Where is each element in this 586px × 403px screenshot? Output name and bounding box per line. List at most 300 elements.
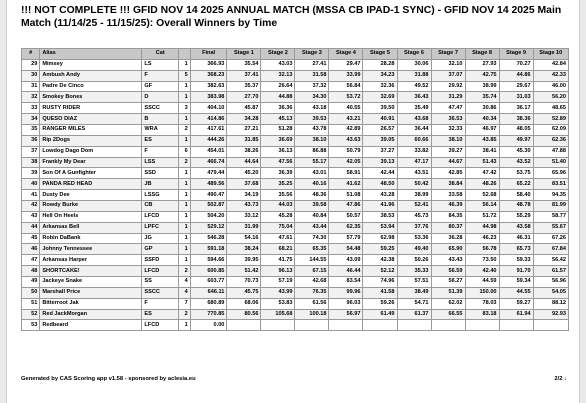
- table-cell: 29.47: [329, 59, 363, 70]
- table-cell: 36.17: [499, 103, 533, 114]
- table-cell: 51: [22, 298, 40, 309]
- table-cell: 48.78: [499, 201, 533, 212]
- table-cell: 36.69: [261, 135, 295, 146]
- table-cell: 2: [179, 266, 191, 277]
- table-cell: 58.77: [533, 211, 568, 222]
- table-cell: 61.49: [363, 309, 397, 320]
- table-cell: 42.68: [295, 277, 329, 288]
- column-header: [179, 49, 191, 60]
- table-cell: 56.20: [533, 92, 568, 103]
- table-cell: 59.27: [499, 298, 533, 309]
- table-cell: 62.36: [533, 135, 568, 146]
- table-cell: 57.79: [329, 233, 363, 244]
- table-cell: 43.99: [261, 287, 295, 298]
- table-cell: 43.78: [295, 125, 329, 136]
- table-cell: 490.47: [190, 190, 227, 201]
- report-page: [6, 0, 580, 403]
- table-cell: 466.74: [190, 157, 227, 168]
- table-cell: 770.85: [190, 309, 227, 320]
- table-cell: 39.95: [227, 255, 261, 266]
- table-cell: 29.92: [431, 81, 465, 92]
- table-cell: 45.13: [261, 114, 295, 125]
- table-cell: 56.14: [465, 201, 499, 212]
- table-cell: 73.50: [465, 255, 499, 266]
- table-cell: Bitterroot Jak: [40, 298, 142, 309]
- table-cell: 38.53: [363, 211, 397, 222]
- table-cell: 96.03: [329, 298, 363, 309]
- table-cell: 42.89: [329, 125, 363, 136]
- table-cell: 67.84: [533, 244, 568, 255]
- table-row: [22, 233, 569, 244]
- table-cell: 38.36: [499, 114, 533, 125]
- table-cell: 84.35: [431, 211, 465, 222]
- table-cell: 59.34: [499, 277, 533, 288]
- report-title: !!! NOT COMPLETE !!! GFID NOV 14 2025 ANNUAL MATCH (MSSA CB IPAD-1 SYNC) - GFID NOV 14 2025 Main Match (11/14/25 - 11/15/25): Overall Winners by Time: [21, 5, 562, 29]
- table-cell: 56.97: [329, 309, 363, 320]
- table-cell: 51.40: [533, 157, 568, 168]
- table-cell: 31.29: [431, 92, 465, 103]
- table-cell: 43.01: [295, 168, 329, 179]
- table-cell: 34.23: [363, 70, 397, 81]
- table-cell: Son Of A Gunfighter: [40, 168, 142, 179]
- table-cell: 2: [179, 309, 191, 320]
- table-cell: 43.43: [431, 255, 465, 266]
- table-cell: 42.75: [465, 70, 499, 81]
- table-cell: 37.68: [227, 179, 261, 190]
- table-cell: 57.19: [261, 277, 295, 288]
- table-cell: 34.19: [227, 190, 261, 201]
- table-cell: 86.88: [295, 146, 329, 157]
- table-cell: 56.96: [533, 277, 568, 288]
- table-cell: 42.44: [363, 168, 397, 179]
- table-cell: Redbeard: [40, 320, 142, 331]
- table-header-row: [22, 49, 569, 60]
- table-cell: 43.44: [295, 222, 329, 233]
- table-cell: 32: [22, 92, 40, 103]
- table-row: [22, 125, 569, 136]
- table-cell: 26.57: [363, 125, 397, 136]
- table-cell: 27.70: [227, 92, 261, 103]
- table-cell: 43.63: [329, 135, 363, 146]
- table-cell: Padre De Cinco: [40, 81, 142, 92]
- table-cell: 45.30: [499, 146, 533, 157]
- table-cell: 55.29: [499, 211, 533, 222]
- table-row: [22, 81, 569, 92]
- table-cell: 38.10: [295, 135, 329, 146]
- table-cell: 1: [179, 81, 191, 92]
- table-cell: [261, 320, 295, 331]
- table-cell: 46.23: [465, 233, 499, 244]
- table-cell: [465, 320, 499, 331]
- table-cell: RANGER MILES: [40, 125, 142, 136]
- column-header: Stage 5: [363, 49, 397, 60]
- table-cell: 78.03: [465, 298, 499, 309]
- table-cell: 32.36: [363, 81, 397, 92]
- table-cell: 52.89: [533, 114, 568, 125]
- table-row: [22, 59, 569, 70]
- table-cell: 54.16: [227, 233, 261, 244]
- table-cell: F: [142, 298, 179, 309]
- table-cell: 32.13: [261, 70, 295, 81]
- table-row: [22, 222, 569, 233]
- table-cell: PANDA RED HEAD: [40, 179, 142, 190]
- table-cell: Hell On Heels: [40, 211, 142, 222]
- table-cell: 56.84: [329, 81, 363, 92]
- table-cell: 504.20: [190, 211, 227, 222]
- table-cell: 83.51: [533, 179, 568, 190]
- table-cell: 39.05: [363, 135, 397, 146]
- table-cell: 37.27: [363, 146, 397, 157]
- table-cell: Arkansas Bell: [40, 222, 142, 233]
- table-cell: 1: [179, 168, 191, 179]
- table-cell: 2: [179, 157, 191, 168]
- table-cell: 47: [22, 255, 40, 266]
- table-cell: 35.74: [465, 92, 499, 103]
- table-cell: 50.42: [397, 179, 431, 190]
- table-cell: 80.56: [227, 309, 261, 320]
- table-cell: 50.57: [329, 211, 363, 222]
- table-cell: 368.23: [190, 70, 227, 81]
- table-cell: 0.00: [190, 320, 227, 331]
- table-cell: Frankly My Dear: [40, 157, 142, 168]
- table-cell: 56.42: [533, 255, 568, 266]
- column-header: Stage 1: [227, 49, 261, 60]
- table-cell: 35.49: [397, 103, 431, 114]
- table-cell: 37.76: [397, 222, 431, 233]
- footer-credit: Generated by CAS Scoring app v1.58 - sponsored by aclesia.eu: [21, 376, 196, 382]
- table-cell: 35.37: [227, 81, 261, 92]
- table-cell: 2: [179, 125, 191, 136]
- table-cell: 35.56: [261, 190, 295, 201]
- table-cell: 529.12: [190, 222, 227, 233]
- table-cell: 36: [22, 135, 40, 146]
- table-cell: 489.56: [190, 179, 227, 190]
- table-cell: LPFC: [142, 222, 179, 233]
- table-cell: 44.55: [499, 287, 533, 298]
- table-cell: 414.86: [190, 114, 227, 125]
- table-cell: 47.17: [397, 157, 431, 168]
- table-cell: 38.49: [397, 287, 431, 298]
- table-cell: 1: [179, 114, 191, 125]
- table-cell: 94.35: [533, 190, 568, 201]
- table-cell: 50: [22, 287, 40, 298]
- table-cell: [295, 320, 329, 331]
- table-cell: 6: [179, 146, 191, 157]
- table-cell: 27.21: [227, 125, 261, 136]
- table-cell: 81.99: [533, 201, 568, 212]
- table-cell: Johnny Tennessee: [40, 244, 142, 255]
- table-row: [22, 92, 569, 103]
- table-cell: 39.50: [363, 103, 397, 114]
- table-cell: ES: [142, 309, 179, 320]
- table-cell: 382.63: [190, 81, 227, 92]
- table-cell: [227, 320, 261, 331]
- table-cell: 36.28: [431, 233, 465, 244]
- table-row: [22, 287, 569, 298]
- table-cell: 31.88: [397, 70, 431, 81]
- table-cell: 59.26: [363, 298, 397, 309]
- table-cell: 47.47: [431, 103, 465, 114]
- table-cell: 32.33: [431, 125, 465, 136]
- table-row: [22, 103, 569, 114]
- table-row: [22, 201, 569, 212]
- table-cell: Rip 2Dogs: [40, 135, 142, 146]
- table-cell: 4: [179, 277, 191, 288]
- table-cell: SSCC: [142, 103, 179, 114]
- column-header: Cat: [142, 49, 179, 60]
- table-cell: 43.18: [295, 103, 329, 114]
- table-cell: 46.00: [533, 81, 568, 92]
- table-cell: Ambush Andy: [40, 70, 142, 81]
- table-cell: SSFD: [142, 255, 179, 266]
- table-cell: Robin DaBank: [40, 233, 142, 244]
- table-cell: 43.52: [499, 157, 533, 168]
- table-cell: 49.97: [499, 135, 533, 146]
- table-cell: GF: [142, 81, 179, 92]
- table-cell: 1: [179, 255, 191, 266]
- table-cell: 43.51: [397, 168, 431, 179]
- table-cell: 56.78: [465, 244, 499, 255]
- table-cell: 40.91: [363, 114, 397, 125]
- table-cell: 37.41: [227, 70, 261, 81]
- column-header: Stage 9: [499, 49, 533, 60]
- column-header: #: [22, 49, 40, 60]
- table-cell: 30: [22, 70, 40, 81]
- results-table: [21, 48, 569, 331]
- table-row: [22, 298, 569, 309]
- table-cell: LSSG: [142, 190, 179, 201]
- table-cell: 68.21: [261, 244, 295, 255]
- table-cell: SHORTCAKE!: [40, 266, 142, 277]
- table-cell: 45.20: [227, 168, 261, 179]
- page-indicator: 2/2 ↓: [554, 376, 567, 382]
- table-cell: 55.67: [533, 222, 568, 233]
- column-header: Stage 2: [261, 49, 295, 60]
- column-header: Stage 6: [397, 49, 431, 60]
- table-cell: Red JackMorgan: [40, 309, 142, 320]
- table-cell: 44.88: [261, 92, 295, 103]
- table-cell: 45.73: [397, 211, 431, 222]
- table-cell: 80.37: [431, 222, 465, 233]
- table-cell: 61.57: [533, 266, 568, 277]
- table-cell: 88.12: [533, 298, 568, 309]
- table-cell: LS: [142, 59, 179, 70]
- table-cell: 43.73: [227, 201, 261, 212]
- table-cell: JG: [142, 233, 179, 244]
- table-cell: 53.75: [499, 168, 533, 179]
- table-cell: 41.96: [363, 201, 397, 212]
- table-cell: Lowdog Dago Dom: [40, 146, 142, 157]
- table-cell: 53.72: [329, 92, 363, 103]
- table-cell: RUSTY RIDER: [40, 103, 142, 114]
- table-cell: 454.01: [190, 146, 227, 157]
- table-cell: 41.58: [363, 287, 397, 298]
- table-cell: JB: [142, 179, 179, 190]
- table-cell: 40: [22, 179, 40, 190]
- table-cell: 56.27: [431, 277, 465, 288]
- table-cell: 44.98: [465, 222, 499, 233]
- table-cell: 48.36: [295, 190, 329, 201]
- table-cell: 404.10: [190, 103, 227, 114]
- table-cell: 31.58: [295, 70, 329, 81]
- table-cell: 1: [179, 59, 191, 70]
- table-cell: 42.84: [533, 59, 568, 70]
- table-row: [22, 190, 569, 201]
- table-cell: 29: [22, 59, 40, 70]
- table-cell: 42.38: [363, 255, 397, 266]
- table-cell: 52.12: [363, 266, 397, 277]
- table-cell: QUESO DIAZ: [40, 114, 142, 125]
- table-cell: 52.68: [465, 190, 499, 201]
- table-cell: Mimsey: [40, 59, 142, 70]
- table-cell: 75.04: [261, 222, 295, 233]
- table-cell: SSD: [142, 168, 179, 179]
- table-row: [22, 211, 569, 222]
- table-row: [22, 244, 569, 255]
- table-cell: 42.40: [465, 266, 499, 277]
- table-cell: 30.86: [465, 103, 499, 114]
- column-header: Stage 4: [329, 49, 363, 60]
- table-cell: 37.32: [295, 81, 329, 92]
- table-cell: 39.58: [295, 201, 329, 212]
- table-row: [22, 277, 569, 288]
- table-cell: 1: [179, 201, 191, 212]
- table-cell: 1: [179, 135, 191, 146]
- table-cell: 91.70: [499, 266, 533, 277]
- table-cell: 59.25: [363, 244, 397, 255]
- table-cell: 35.25: [261, 179, 295, 190]
- table-row: [22, 255, 569, 266]
- table-cell: Dusty Dee: [40, 190, 142, 201]
- table-cell: SS: [142, 277, 179, 288]
- table-cell: 39: [22, 168, 40, 179]
- table-cell: 5: [179, 70, 191, 81]
- table-cell: 1: [179, 211, 191, 222]
- table-cell: 43.09: [329, 255, 363, 266]
- table-cell: 99.96: [329, 287, 363, 298]
- table-cell: 38.84: [431, 179, 465, 190]
- table-cell: 1: [179, 222, 191, 233]
- table-cell: 35.33: [397, 266, 431, 277]
- table-cell: WRA: [142, 125, 179, 136]
- table-cell: 49.40: [397, 244, 431, 255]
- table-cell: 53.36: [397, 233, 431, 244]
- table-cell: 35.54: [227, 59, 261, 70]
- table-cell: 65.22: [499, 179, 533, 190]
- table-cell: 417.61: [190, 125, 227, 136]
- table-cell: 48: [22, 266, 40, 277]
- table-cell: 47.56: [261, 157, 295, 168]
- table-cell: 46.97: [465, 125, 499, 136]
- table-cell: 1: [179, 92, 191, 103]
- table-cell: 40.55: [329, 103, 363, 114]
- table-cell: 40.16: [295, 179, 329, 190]
- table-cell: 51.39: [431, 287, 465, 298]
- table-row: [22, 309, 569, 320]
- table-row: [22, 114, 569, 125]
- table-cell: CB: [142, 201, 179, 212]
- table-cell: 34.28: [227, 114, 261, 125]
- table-cell: 27.93: [465, 59, 499, 70]
- table-cell: 44.64: [227, 157, 261, 168]
- table-cell: 70.73: [227, 277, 261, 288]
- table-cell: 74.96: [363, 277, 397, 288]
- table-cell: 45.87: [227, 103, 261, 114]
- table-cell: 61.94: [499, 309, 533, 320]
- table-cell: 600.85: [190, 266, 227, 277]
- table-cell: Marshall Price: [40, 287, 142, 298]
- table-cell: 30.06: [397, 59, 431, 70]
- table-cell: 26.64: [261, 81, 295, 92]
- table-cell: 48.26: [465, 179, 499, 190]
- table-cell: 46.44: [329, 266, 363, 277]
- table-cell: B: [142, 114, 179, 125]
- table-cell: 105.68: [261, 309, 295, 320]
- table-cell: 144.55: [295, 255, 329, 266]
- column-header: Alias: [40, 49, 142, 60]
- table-cell: 38.41: [465, 146, 499, 157]
- table-cell: 62.02: [431, 298, 465, 309]
- table-cell: D: [142, 92, 179, 103]
- table-cell: 62.35: [329, 222, 363, 233]
- table-cell: 51.08: [329, 190, 363, 201]
- table-cell: 43.85: [465, 135, 499, 146]
- table-cell: 35: [22, 125, 40, 136]
- table-cell: 51.72: [465, 211, 499, 222]
- table-cell: 47.86: [329, 201, 363, 212]
- table-cell: 43.58: [499, 222, 533, 233]
- table-cell: GP: [142, 244, 179, 255]
- table-cell: Rowdy Burke: [40, 201, 142, 212]
- table-cell: 4: [179, 287, 191, 298]
- table-cell: 38.99: [397, 190, 431, 201]
- table-cell: 46.39: [431, 201, 465, 212]
- table-cell: 62.09: [533, 125, 568, 136]
- table-cell: 42.33: [533, 70, 568, 81]
- table-cell: 66.55: [431, 309, 465, 320]
- table-cell: 38.99: [465, 81, 499, 92]
- table-cell: 83.18: [465, 309, 499, 320]
- table-row: [22, 70, 569, 81]
- table-cell: 33.12: [227, 211, 261, 222]
- table-cell: 41.62: [329, 179, 363, 190]
- table-body: [22, 59, 569, 330]
- table-cell: 61.37: [397, 309, 431, 320]
- table-cell: LFCD: [142, 320, 179, 331]
- table-cell: 546.28: [190, 233, 227, 244]
- column-header: Stage 10: [533, 49, 568, 60]
- table-cell: 33.58: [431, 190, 465, 201]
- table-cell: 366.93: [190, 59, 227, 70]
- table-cell: 49.52: [397, 81, 431, 92]
- table-cell: 36.13: [261, 146, 295, 157]
- table-cell: 36.43: [397, 92, 431, 103]
- table-cell: 41: [22, 190, 40, 201]
- table-cell: 44: [22, 222, 40, 233]
- table-cell: 42: [22, 201, 40, 212]
- table-cell: 96.13: [261, 266, 295, 277]
- column-header: Stage 8: [465, 49, 499, 60]
- table-cell: 7: [179, 298, 191, 309]
- table-cell: LFCD: [142, 266, 179, 277]
- table-cell: 52.41: [397, 201, 431, 212]
- table-cell: 37.07: [431, 70, 465, 81]
- table-cell: 49: [22, 277, 40, 288]
- table-cell: 100.18: [295, 309, 329, 320]
- table-cell: 594.66: [190, 255, 227, 266]
- table-cell: LSS: [142, 157, 179, 168]
- table-cell: 38.24: [227, 244, 261, 255]
